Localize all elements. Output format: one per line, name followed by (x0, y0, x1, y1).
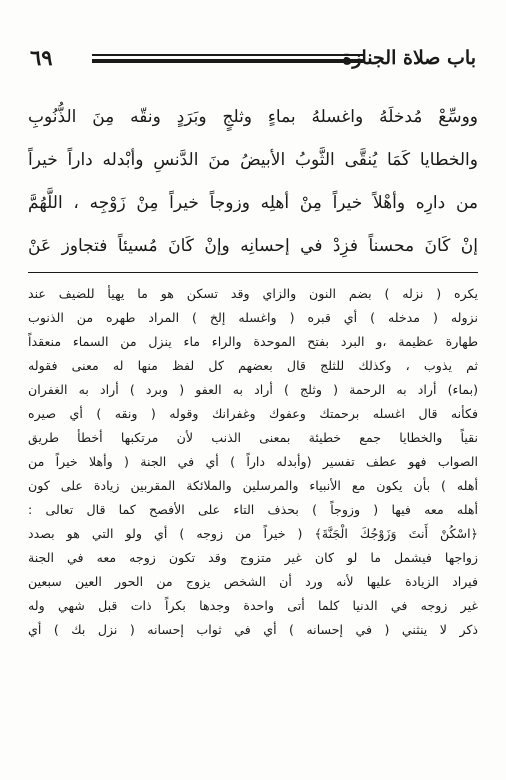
commentary-line: ذكر لا ينثني ( في إحسانه ) أي في ثواب إحسانه ( نزل بك ) أي (28, 622, 478, 637)
commentary-line: زواجها فيشمل ما لو كان غير متزوج وقد تكون زوجه معه في الجنة (28, 550, 478, 565)
header-rule (92, 54, 364, 63)
commentary-line: طهارة عظيمة ،و البرد بفتح الموحدة والراء ماء ينزل من السماء منعقداً (28, 334, 478, 349)
chapter-title: باب صلاة الجنازة (342, 47, 476, 69)
commentary-line: نزوله ( مدخله ) أي قبره ( واغسله إلخ ) المراد طهره من الذنوب (28, 310, 478, 325)
commentary-line: أهله معه فيها ( وزوجاً ) بحذف التاء على الأفصح كما قال تعالى : (28, 502, 478, 517)
commentary-line: ثم يذوب ، وكذلك للثلج قال بعضهم كل لفظ منها له معنى فقوله (28, 358, 478, 373)
main-text-line: من دارِه وأهْلاً خيراً مِنْ أهلِه وزوجاً خيراً مِنْ زَوْجِه ، اللَّهُمَّ (28, 193, 478, 213)
page-header (30, 46, 476, 80)
main-text-line: إنْ كَانَ محسناً فزِدْ في إحسانِه وإنْ كَانَ مُسيئاً فتجاوز عَنْ (28, 236, 478, 256)
commentary-line: (بماء) أراد به الرحمة ( وثلج ) أراد به العفو ( وبرد ) أراد به الغفران (28, 382, 478, 397)
commentary-line: غير زوجه في الدنيا كلما أتى واحدة وجدها بكراً ذات قبل شهي وله (28, 598, 478, 613)
main-text (28, 96, 478, 268)
commentary-divider (28, 272, 478, 273)
commentary-line: يكره ( نزله ) بضم النون والزاي وقد تسكن هو ما يهيأ للضيف عند (28, 286, 478, 301)
commentary-line: ﴿اسْكُنْ أَنتَ وَزَوْجُكَ الْجَنَّةَ﴾ ( خيراً من زوجه ) أي ولو التي هو بصدد (28, 526, 478, 541)
main-text-line: والخطايا كَمَا يُنقَّى الثَّوبُ الأبيضُ منَ الدَّنسِ وأبْدله داراً خيراً (28, 150, 478, 170)
page-number: ٦٩ (30, 45, 53, 70)
commentary-text (28, 282, 478, 642)
commentary-line: أهله ) بأن يكون مع الأنبياء والمرسلين والملائكة المقربين زيادة على كون (28, 478, 478, 493)
commentary-line: فكأنه قال اغسله برحمتك وعفوك وغفرانك وقوله ( ونقه ) أي صيره (28, 406, 478, 421)
commentary-line: فيراد الزيادة عليها لأنه ورد أن الشخص يزوج من الحور العين سبعين (28, 574, 478, 589)
commentary-line: الصواب فهو عطف تفسير (وأبدله داراً ) أي في الجنة ( وأهلا خيراً من (28, 454, 478, 469)
commentary-line: نقياً والخطايا جمع خطيئة بمعنى الذنب لأن مرتكبها أخطأ طريق (28, 430, 478, 445)
main-text-line: ووسِّعْ مُدخلَهُ واغسلهُ بماءٍ وثلجٍ وبَرَدٍ ونقّه مِنَ الذُّنُوبِ (28, 107, 478, 127)
